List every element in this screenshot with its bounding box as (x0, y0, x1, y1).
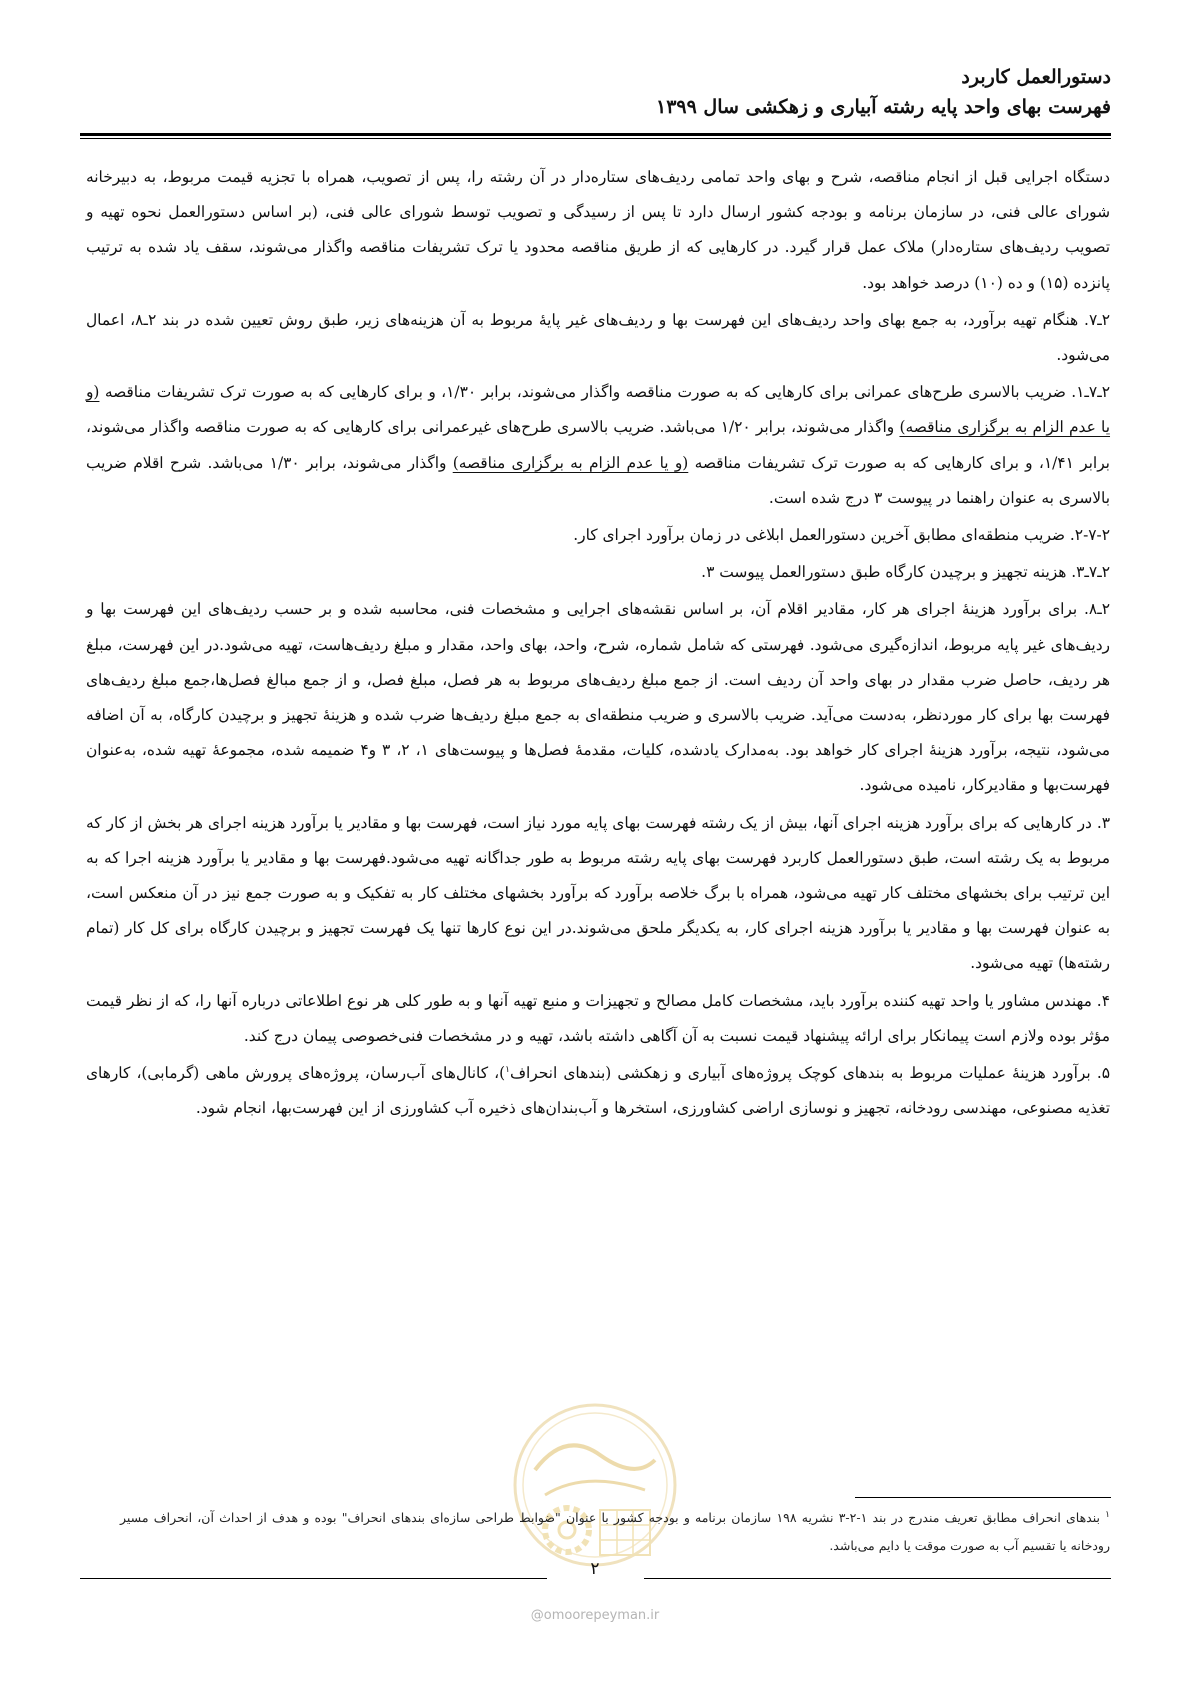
paragraph-2-8: ۲ـ۸. برای برآورد هزینهٔ اجرای هر کار، مقادیر اقلام آن، بر اساس نقشه‌های اجرایی و مشخصات فنی، محاسبه شده و بر حسب ردیف‌های این فهرست بها و ردیف‌های غیر پایه مربوط، اندازه‌گیری می‌شود. فهرستی که شامل شماره، شرح، واحد، بهای واحد، مقدار و مبلغ ردیف‌هاست، تهیه می‌شود.در این فهرست، مبلغ هر ردیف، حاصل ضرب مقدار در بهای واحد آن ردیف است. از جمع مبلغ ردیف‌های مربوط به هر فصل، مبلغ فصل، و از جمع مبالغ فصل‌ها،جمع مبلغ ردیف‌های فهرست بها برای کار موردنظر، به‌دست می‌آید. ضریب بالاسری و ضریب منطقه‌ای به جمع مبلغ ردیف‌ها ضرب شده و هزینهٔ تجهیز و برچیدن کارگاه، به آن اضافه می‌شود، نتیجه، برآورد هزینهٔ اجرای کار خواهد بود. به‌مدارک یادشده، کلیات، مقدمهٔ فصل‌ها و پیوست‌های ۱، ۲، ۳ و۴ ضمیمه شده، مجموعهٔ تهیه شده، به‌عنوان فهرست‌بها و مقادیرکار، نامیده می‌شود. (86, 600, 1110, 795)
header-title: دستورالعمل کاربرد (961, 66, 1111, 88)
footnote-text: بندهای انحراف مطابق تعریف مندرج در بند ۱-۲-۳ نشریه ۱۹۸ سازمان برنامه و بودجه کشور با عنوان "ضوابط طراحی سازه‌ای بندهای انحراف" بوده و هدف از احداث آن، انحراف مسیر رودخانه یا تقسیم آب به صورت موقت یا دایم می‌باشد. (120, 1510, 1110, 1553)
footnote-marker: ۱ (1105, 1509, 1111, 1520)
document-body (86, 160, 1110, 1128)
underlined-phrase: (و یا عدم الزام به برگزاری مناقصه) (86, 383, 1111, 437)
footer-rule-left (80, 1578, 547, 1579)
paragraph-2-7-1: ۲ـ۷ـ۱. ضریب بالاسری طرح‌های عمرانی برای کارهایی که به صورت مناقصه واگذار می‌شوند، برابر ۱/۳۰، و برای کارهایی که به صورت ترک تشریفات مناقصه (و یا عدم الزام به برگزاری مناقصه) واگذار می‌شوند، برابر ۱/۲۰ می‌باشد. ضریب بالاسری طرح‌های غیرعمرانی برای کارهایی که به صورت مناقصه واگذار می‌شوند، برابر ۱/۴۱، و برای کارهایی که به صورت ترک تشریفات مناقصه (و یا عدم الزام به برگزاری مناقصه) واگذار می‌شوند، برابر ۱/۳۰ می‌باشد. شرح اقلام ضریب بالاسری به عنوان راهنما در پیوست ۳ درج شده است. (86, 383, 1111, 507)
paragraph-2-7: ۲ـ۷. هنگام تهیه برآورد، به جمع بهای واحد ردیف‌های این فهرست بها و ردیف‌های غیر پایهٔ مربوط به آن هزینه‌های زیر، طبق روش تعیین شده در بند ۲ـ۸، اعمال می‌شود. (86, 310, 1111, 365)
paragraph-5: ۵. برآورد هزینهٔ عملیات مربوط به بندهای کوچک پروژه‌های آبیاری و زهکشی (بندهای انحراف$^۱$)، کانال‌های آب‌رسان، پروژه‌های پرورش ماهی (گرمابی)، کارهای تغذیه مصنوعی، مهندسی رودخانه، تجهیز و نوسازی اراضی کشاورزی، استخرها و آب‌بندان‌های ذخیره آب کشاورزی از این فهرست‌بها، انجام شود. (86, 1064, 1110, 1118)
footnote (120, 1504, 1110, 1560)
page-header (80, 62, 1111, 122)
header-rule-thin (80, 138, 1111, 139)
underlined-phrase: (و یا عدم الزام به برگزاری مناقصه) (452, 453, 689, 472)
footer-rule-right (644, 1578, 1111, 1579)
watermark-site: @omoorepeyman.ir (530, 1608, 660, 1623)
header-rule-thick (80, 133, 1111, 136)
footnote-separator (855, 1497, 1111, 1498)
paragraph-4: ۴. مهندس مشاور یا واحد تهیه کننده برآورد باید، مشخصات کامل مصالح و تجهیزات و منبع تهیه آنها و به طور کلی هر نوع اطلاعاتی درباره آنها را، که از نظر قیمت مؤثر بوده ولازم است پیمانکار برای ارائه پیشنهاد قیمت نسبت به آن آگاهی داشته باشد، تهیه و در مشخصات فنی‌خصوصی پیمان درج کند. (86, 991, 1110, 1045)
footnote-reference: ۱ (505, 1064, 510, 1075)
paragraph-2-7-2: ۲-۷-۲. ضریب منطقه‌ای مطابق آخرین دستورالعمل ابلاغی در زمان برآورد اجرای کار. (573, 526, 1110, 545)
paragraph-2-7-3: ۲ـ۷ـ۳. هزینه تجهیز و برچیدن کارگاه طبق دستورالعمل پیوست ۳. (701, 563, 1110, 582)
paragraph-3: ۳. در کارهایی که برای برآورد هزینه اجرای آنها، بیش از یک رشته فهرست بهای پایه مورد نیاز است، فهرست بها و مقادیر یا برآورد هزینه اجرای هر بخش از کار که مربوط به یک رشته است، طبق دستورالعمل کاربرد فهرست بهای پایه رشته مربوط به طور جداگانه تهیه می‌شود.فهرست بها و مقادیر یا برآورد هزینه اجرا که به این ترتیب برای بخشهای مختلف کار تهیه می‌شود، همراه با برگ خلاصه برآورد که برآورد بخشهای مختلف کار به تفکیک و به صورت جمع نیز در آن منعکس است، به عنوان فهرست بها و مقادیر یا برآورد هزینه اجرای کار، به یکدیگر ملحق می‌شوند.در این نوع کارها تنها یک فهرست تجهیز و برچیدن کارگاه برای کل کار (تمام رشته‌ها) تهیه می‌شود. (86, 813, 1110, 973)
page-number: ۲ (590, 1559, 600, 1579)
header-subtitle: فهرست بهای واحد پایه رشته آبیاری و زهکشی سال ۱۳۹۹ (655, 96, 1111, 118)
paragraph-intro: دستگاه اجرایی قبل از انجام مناقصه، شرح و بهای واحد تمامی ردیف‌های ستاره‌دار در آن رشته را، پس از تصویب، همراه با تجزیه قیمت مربوط، به دبیرخانه شورای عالی فنی، در سازمان برنامه و بودجه کشور ارسال دارد تا پس از رسیدگی و تصویب توسط شورای عالی فنی، (بر اساس دستورالعمل نحوه تهیه و تصویب ردیف‌های ستاره‌دار) ملاک عمل قرار گیرد. در کارهایی که از طریق مناقصه محدود یا ترک تشریفات مناقصه واگذار می‌شوند، سقف یاد شده به ترتیب پانزده (۱۵) و ده (۱۰) درصد خواهد بود. (86, 168, 1110, 292)
